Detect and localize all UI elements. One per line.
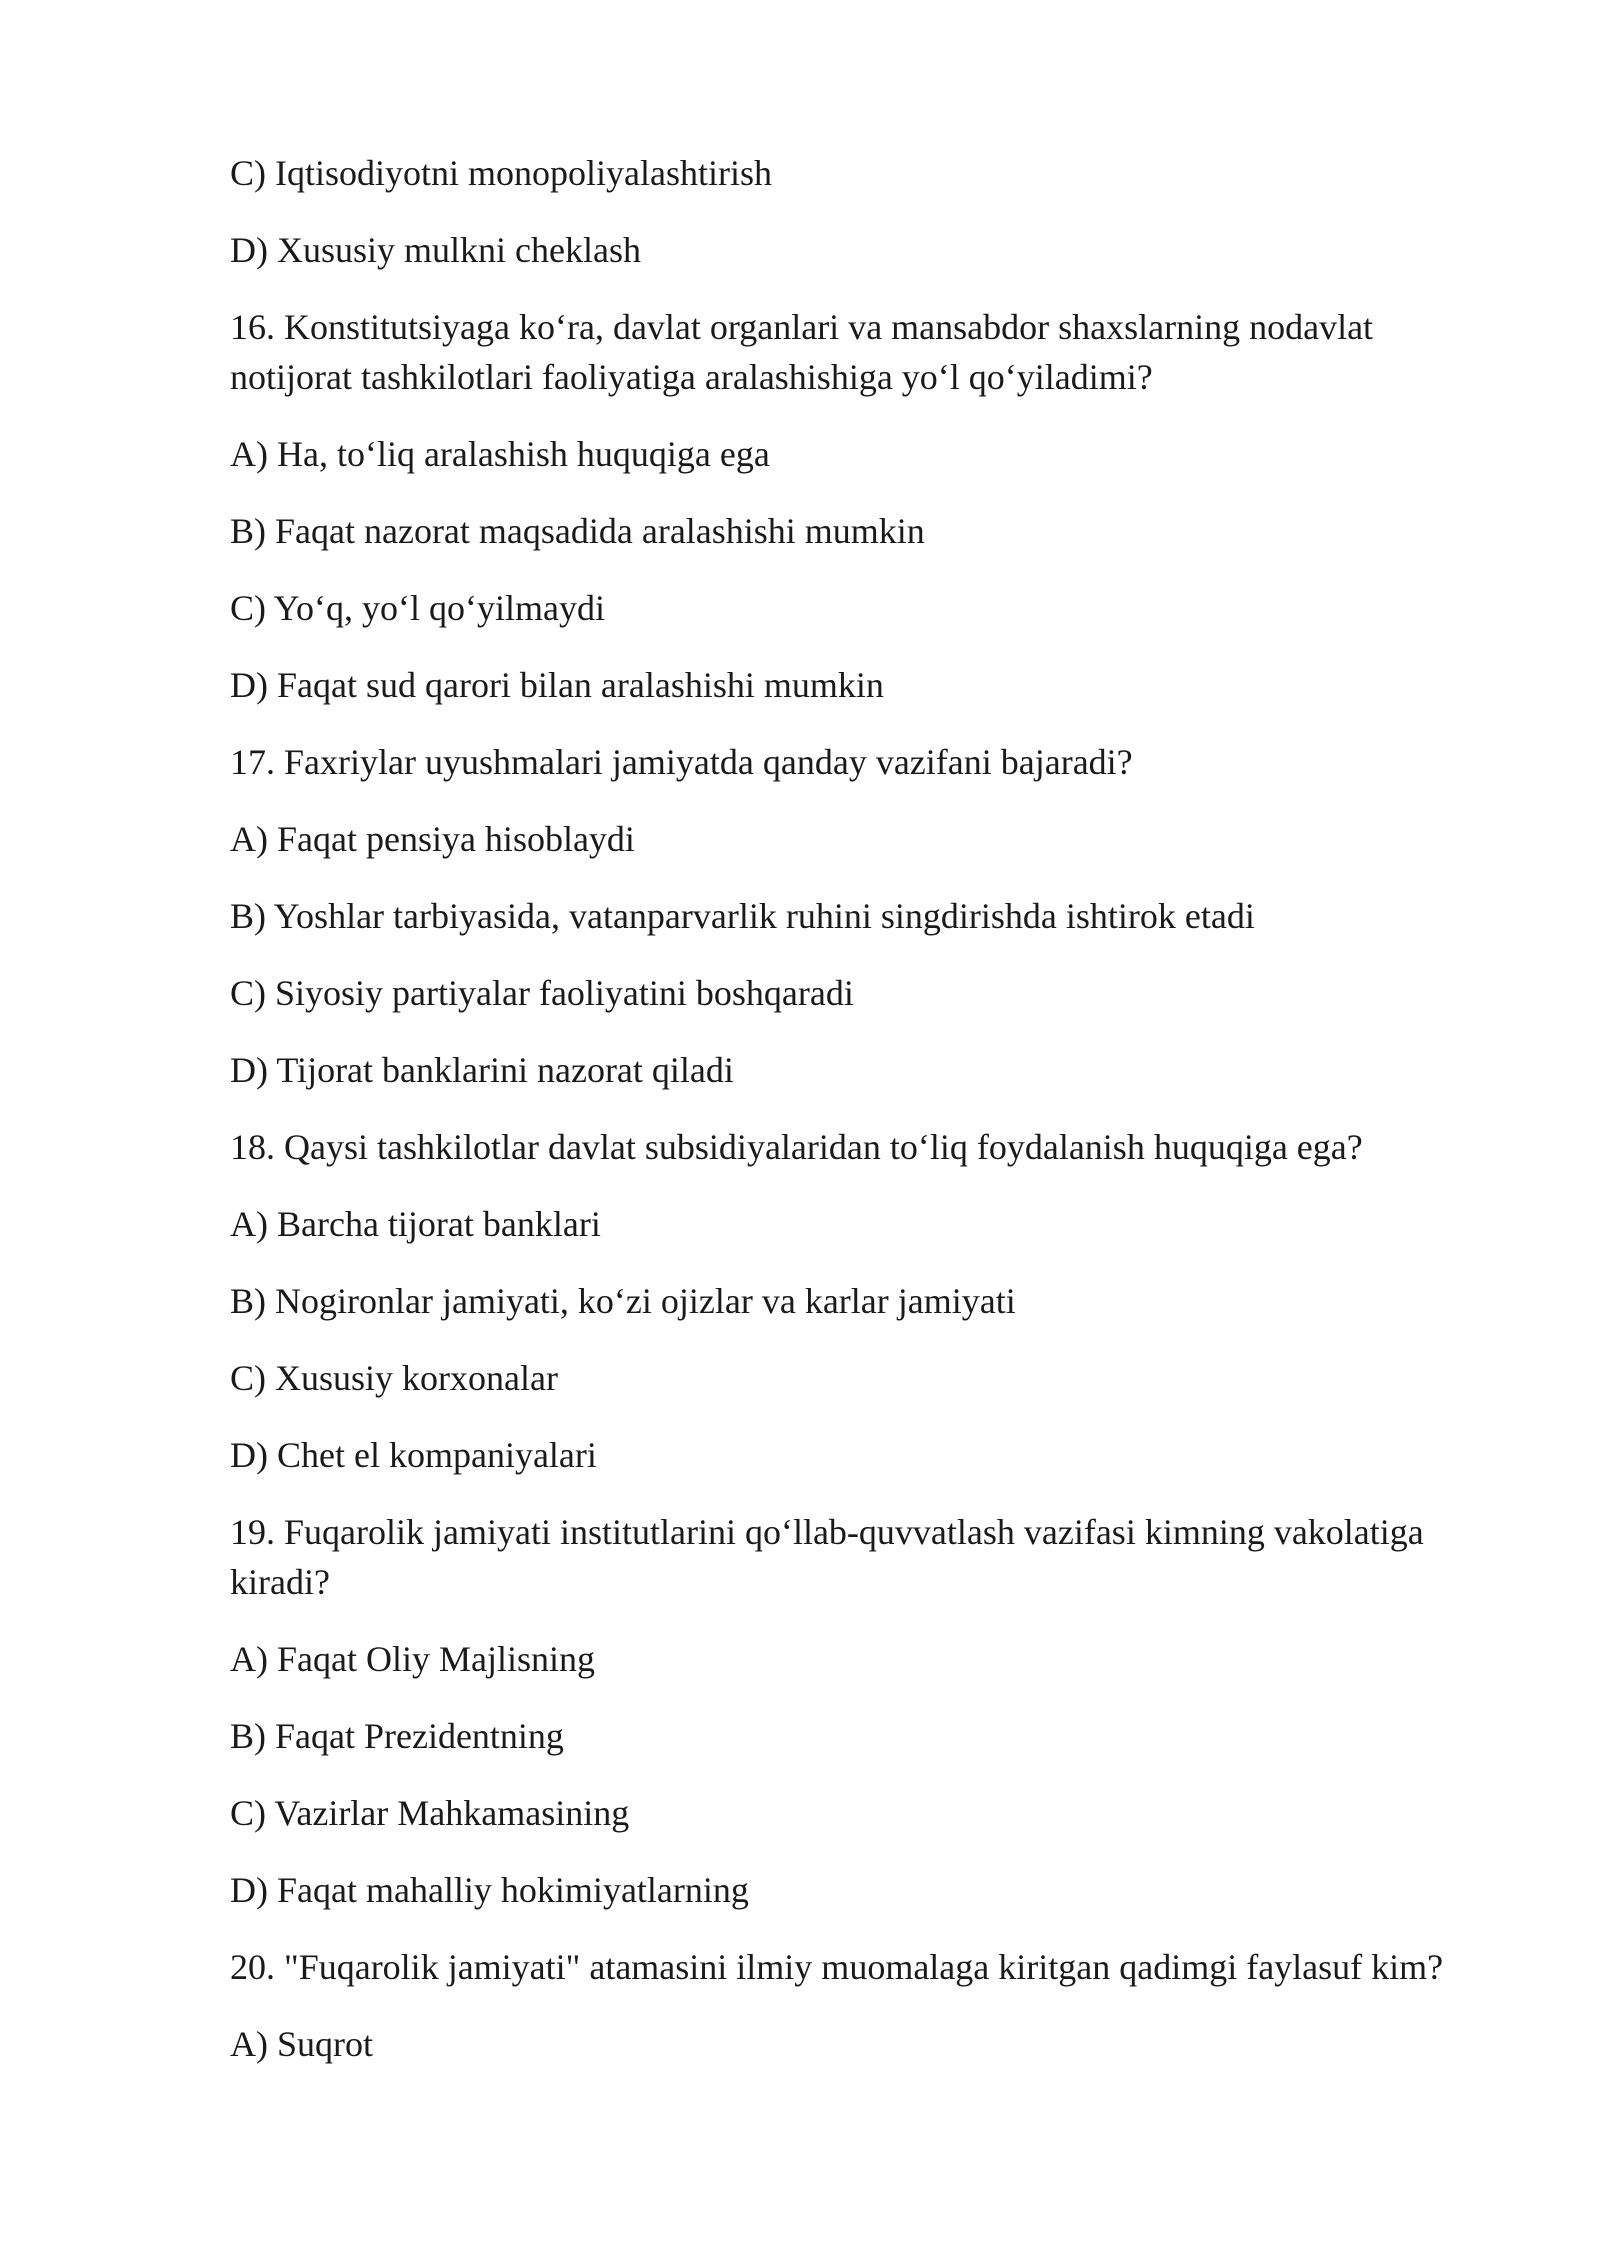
answer-option: C) Vazirlar Mahkamasining [230,1793,630,1833]
question-text: 17. Faxriylar uyushmalari jamiyatda qanday vazifani bajaradi? [230,742,1133,782]
question-block-20 [230,1942,1490,2069]
question-block-17 [230,737,1490,1095]
answer-option: B) Yoshlar tarbiyasida, vatanparvarlik ruhini singdirishda ishtirok etadi [230,896,1255,936]
answer-option: A) Suqrot [230,2024,373,2064]
answer-option: D) Xususiy mulkni cheklash [230,230,641,270]
question-block-19 [230,1507,1490,1915]
answer-option: D) Faqat sud qarori bilan aralashishi mumkin [230,665,884,705]
question-block-16 [230,302,1490,710]
question-text: 16. Konstitutsiyaga ko‘ra, davlat organlari va mansabdor shaxslarning nodavlat notijorat tashkilotlari faoliyatiga aralashishiga yo‘l qo‘yiladimi? [230,307,1374,397]
answer-option: B) Faqat nazorat maqsadida aralashishi mumkin [230,511,925,551]
question-text: 18. Qaysi tashkilotlar davlat subsidiyalaridan to‘liq foydalanish huquqiga ega? [230,1127,1363,1167]
answer-option: A) Faqat pensiya hisoblaydi [230,819,635,859]
answer-option: A) Ha, to‘liq aralashish huquqiga ega [230,434,770,474]
question-block-18 [230,1122,1490,1480]
question-text: 20. "Fuqarolik jamiyati" atamasini ilmiy muomalaga kiritgan qadimgi faylasuf kim? [230,1947,1444,1987]
document-page [230,148,1490,2096]
answer-option: D) Faqat mahalliy hokimiyatlarning [230,1870,749,1910]
answer-option: C) Siyosiy partiyalar faoliyatini boshqaradi [230,973,854,1013]
answer-option: C) Iqtisodiyotni monopoliyalashtirish [230,153,772,193]
answer-option: C) Xususiy korxonalar [230,1358,558,1398]
question-text: 19. Fuqarolik jamiyati institutlarini qo‘llab-quvvatlash vazifasi kimning vakolatiga kiradi? [230,1512,1424,1602]
answer-option: D) Tijorat banklarini nazorat qiladi [230,1050,734,1090]
answer-option: B) Nogironlar jamiyati, ko‘zi ojizlar va karlar jamiyati [230,1281,1016,1321]
answer-option: B) Faqat Prezidentning [230,1716,564,1756]
answer-option: A) Faqat Oliy Majlisning [230,1639,595,1679]
answer-option: C) Yo‘q, yo‘l qo‘yilmaydi [230,588,606,628]
answer-option: A) Barcha tijorat banklari [230,1204,601,1244]
answer-option: D) Chet el kompaniyalari [230,1435,597,1475]
